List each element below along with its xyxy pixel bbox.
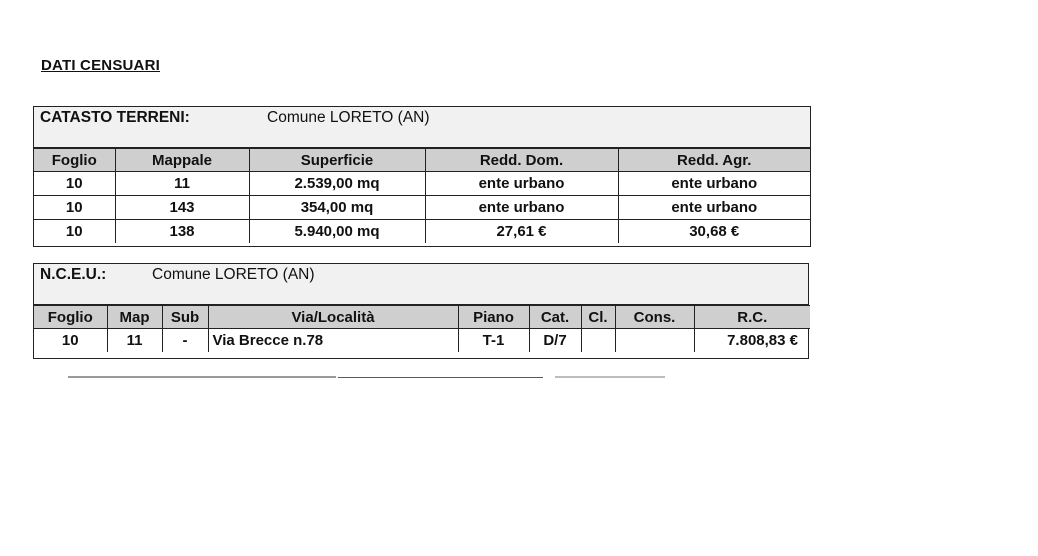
column-header-redd-agr: Redd. Agr.	[618, 149, 810, 172]
cell-cat: D/7	[529, 329, 581, 353]
cell-mappale: 143	[115, 196, 249, 220]
cell-foglio: 10	[34, 196, 115, 220]
cell-redd-agr: ente urbano	[618, 196, 810, 220]
scan-artifact-line	[68, 376, 336, 378]
column-header-superficie: Superficie	[249, 149, 425, 172]
column-header-mappale: Mappale	[115, 149, 249, 172]
cell-redd-dom: 27,61 €	[425, 220, 618, 244]
column-header-cat: Cat.	[529, 306, 581, 329]
column-header-cl: Cl.	[581, 306, 615, 329]
table-row	[34, 329, 810, 353]
cell-mappale: 11	[115, 172, 249, 196]
column-header-cons: Cons.	[615, 306, 694, 329]
cell-cl	[581, 329, 615, 353]
nceu-label: N.C.E.U.:	[40, 266, 107, 283]
page-title: DATI CENSUARI	[41, 57, 160, 74]
table-header-row	[34, 306, 810, 329]
cell-foglio: 10	[34, 172, 115, 196]
column-header-foglio: Foglio	[34, 306, 107, 329]
column-header-map: Map	[107, 306, 162, 329]
cell-redd-dom: ente urbano	[425, 196, 618, 220]
column-header-via-localita: Via/Località	[208, 306, 458, 329]
scan-artifact-line	[555, 376, 665, 378]
table-row	[34, 172, 810, 196]
cell-piano: T-1	[458, 329, 529, 353]
cell-redd-agr: ente urbano	[618, 172, 810, 196]
cell-cons	[615, 329, 694, 353]
cell-superficie: 354,00 mq	[249, 196, 425, 220]
column-header-foglio: Foglio	[34, 149, 115, 172]
table-header-row	[34, 149, 810, 172]
catasto-terreni-table	[33, 106, 811, 247]
cell-map: 11	[107, 329, 162, 353]
cell-redd-agr: 30,68 €	[618, 220, 810, 244]
cell-rc: 7.808,83 €	[694, 329, 810, 353]
catasto-terreni-comune: Comune LORETO (AN)	[267, 109, 430, 126]
table-row	[34, 220, 810, 244]
column-header-sub: Sub	[162, 306, 208, 329]
catasto-terreni-header	[34, 107, 810, 148]
column-header-rc: R.C.	[694, 306, 810, 329]
table-row	[34, 196, 810, 220]
cell-superficie: 2.539,00 mq	[249, 172, 425, 196]
nceu-header	[34, 264, 808, 305]
column-header-piano: Piano	[458, 306, 529, 329]
cell-sub: -	[162, 329, 208, 353]
cell-redd-dom: ente urbano	[425, 172, 618, 196]
scan-artifact-line	[338, 377, 543, 378]
cell-mappale: 138	[115, 220, 249, 244]
catasto-terreni-label: CATASTO TERRENI:	[40, 109, 190, 126]
nceu-comune: Comune LORETO (AN)	[152, 266, 315, 283]
cell-foglio: 10	[34, 329, 107, 353]
cell-foglio: 10	[34, 220, 115, 244]
cell-via-localita: Via Brecce n.78	[208, 329, 458, 353]
nceu-table	[33, 263, 809, 359]
cell-superficie: 5.940,00 mq	[249, 220, 425, 244]
column-header-redd-dom: Redd. Dom.	[425, 149, 618, 172]
